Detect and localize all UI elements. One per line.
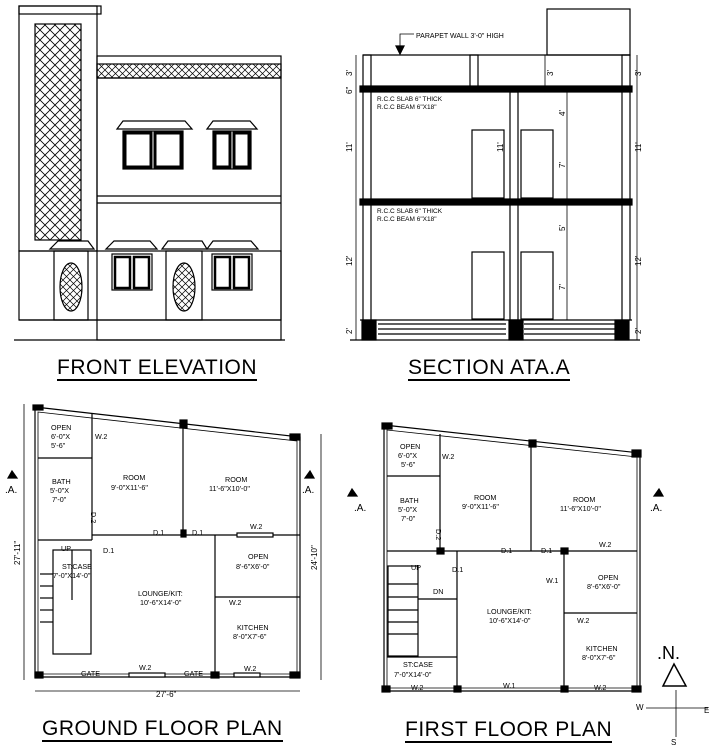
ff-stcase-label: ST:CASE — [403, 660, 433, 669]
north-arrow — [646, 664, 708, 737]
ff-lounge-dim: 10'-6"X14'-0" — [489, 616, 531, 625]
dim-first-top: 4' — [558, 110, 567, 116]
ff-dn: DN — [433, 587, 444, 596]
dim-first-left: 11' — [345, 142, 354, 152]
parapet-label: PARAPET WALL 3'-0" HIGH — [416, 33, 504, 40]
east-label: E — [704, 706, 710, 715]
ff-w2-c: W.2 — [577, 616, 590, 625]
ff-open-dim1: 6'-0"X — [398, 451, 418, 460]
ff-w2-d: W.2 — [411, 683, 424, 692]
gf-w2-e: W.2 — [244, 664, 257, 673]
slab-label-2: R.C.C SLAB 6" THICK — [377, 208, 443, 215]
ff-bath-label: BATH — [400, 496, 419, 505]
dim-plinth-left: 2' — [345, 328, 354, 334]
ff-kitchen-label: KITCHEN — [586, 644, 618, 653]
gf-lounge-label: LOUNGE/KIT: — [138, 589, 183, 598]
ff-open2-dim: 8'-6"X6'-0" — [587, 582, 621, 591]
ff-stcase-dim: 7'-0"X14'-0" — [394, 670, 432, 679]
dim-plinth-right: 2' — [634, 328, 643, 334]
dim-parapet-mid: 3' — [546, 70, 555, 76]
ff-w2-a: W.2 — [442, 452, 455, 461]
ff-section-mark-right: .A. — [650, 503, 663, 514]
dim-first-right: 11' — [634, 142, 643, 152]
ff-section-mark-left: .A. — [354, 503, 367, 514]
ff-lounge-label: LOUNGE/KIT: — [487, 607, 532, 616]
gf-d1-c: D.1 — [103, 546, 115, 555]
gf-w2-d: W.2 — [139, 663, 152, 672]
ff-bath-dim1: 5'-0"X — [398, 505, 418, 514]
ff-room2-dim: 11'-6"X10'-0" — [560, 504, 601, 513]
ff-open-label: OPEN — [400, 442, 421, 451]
dim-ground-right: 12' — [634, 255, 643, 266]
gf-gate-2: GATE — [184, 669, 204, 678]
gf-d1-b: D.1 — [192, 528, 204, 537]
south-label: S — [671, 738, 677, 747]
dim-ground-top: 5' — [558, 225, 567, 231]
gf-up: UP — [61, 544, 71, 553]
dim-parapet-right: 3' — [634, 70, 643, 76]
gf-bath-label: BATH — [52, 477, 71, 486]
ff-d2: D.2 — [434, 529, 443, 541]
beam-label-2: R.C.C BEAM 6"X18" — [377, 216, 437, 223]
gf-section-mark-right: .A. — [302, 485, 315, 496]
ff-w2-e: W.2 — [594, 683, 607, 692]
gf-bath-dim1: 5'-0"X — [50, 486, 70, 495]
section-drawing — [350, 9, 640, 340]
dim-parapet-left: 3' — [345, 70, 354, 76]
ff-open2-label: OPEN — [598, 573, 619, 582]
gf-bath-dim2: 7'-0" — [52, 495, 67, 504]
ff-open-dim2: 5'-6" — [401, 460, 416, 469]
gf-stcase-label: ST:CASE — [62, 562, 92, 571]
gf-kitchen-label: KITCHEN — [237, 623, 269, 632]
ground-floor-title: GROUND FLOOR PLAN — [42, 717, 283, 740]
gf-dim-left: 27'-11" — [13, 540, 22, 565]
gf-d2: D.2 — [89, 512, 98, 524]
dim-ground-left: 12' — [345, 255, 354, 266]
gf-room2-label: ROOM — [225, 475, 248, 484]
ff-room1-dim: 9'-0"X11'-6" — [462, 502, 499, 511]
gf-dim-bottom: 27'-6" — [156, 690, 177, 699]
gf-w2-b: W.2 — [250, 522, 263, 531]
gf-room2-dim: 11'-6"X10'-0" — [209, 484, 250, 493]
gf-kitchen-dim: 8'-0"X7'-6" — [233, 632, 267, 641]
gf-room1-dim: 9'-0"X11'-6" — [111, 483, 148, 492]
gf-open2-label: OPEN — [248, 552, 269, 561]
ff-bath-dim2: 7'-0" — [401, 514, 416, 523]
slab-label-1: R.C.C SLAB 6" THICK — [377, 96, 443, 103]
north-label: .N. — [657, 643, 681, 663]
ff-w1-a: W.1 — [546, 576, 559, 585]
beam-label-1: R.C.C BEAM 6"X18" — [377, 104, 437, 111]
gf-gate-1: GATE — [81, 669, 101, 678]
ff-w1-b: W.1 — [503, 681, 516, 690]
dim-first-mid: 11' — [496, 142, 505, 152]
ff-d1-b: D.1 — [541, 546, 553, 555]
gf-stcase-dim: 7'-0"X14'-0" — [53, 571, 91, 580]
ff-d1-a: D.1 — [501, 546, 513, 555]
gf-open-dim: 6'-0"X 5'-6" — [51, 432, 71, 450]
ff-up: UP — [411, 563, 421, 572]
ff-d1-c: D.1 — [452, 565, 464, 574]
west-label: W — [636, 703, 644, 712]
section-title: SECTION ATA.A — [408, 356, 571, 379]
dim-ground-door: 7' — [558, 284, 567, 290]
ff-room2-label: ROOM — [573, 495, 596, 504]
front-elevation-title: FRONT ELEVATION — [57, 356, 258, 379]
ff-room1-label: ROOM — [474, 493, 497, 502]
gf-d1-a: D.1 — [153, 528, 165, 537]
front-elevation — [14, 6, 285, 340]
gf-w2-a: W.2 — [95, 432, 108, 441]
gf-open-label: OPEN — [51, 423, 72, 432]
gf-lounge-dim: 10'-6"X14'-0" — [140, 598, 182, 607]
gf-open2-dim: 8'-6"X6'-0" — [236, 562, 270, 571]
gf-w2-c: W.2 — [229, 598, 242, 607]
ff-kitchen-dim: 8'-0"X7'-6" — [582, 653, 616, 662]
dim-first-door: 7' — [558, 162, 567, 168]
first-floor-title: FIRST FLOOR PLAN — [405, 718, 613, 741]
gf-section-mark-left: .A. — [5, 485, 18, 496]
gf-dim-right: 24'-10" — [310, 545, 319, 570]
ff-w2-b: W.2 — [599, 540, 612, 549]
gf-room1-label: ROOM — [123, 473, 146, 482]
dim-slab-left: 6" — [345, 86, 354, 94]
